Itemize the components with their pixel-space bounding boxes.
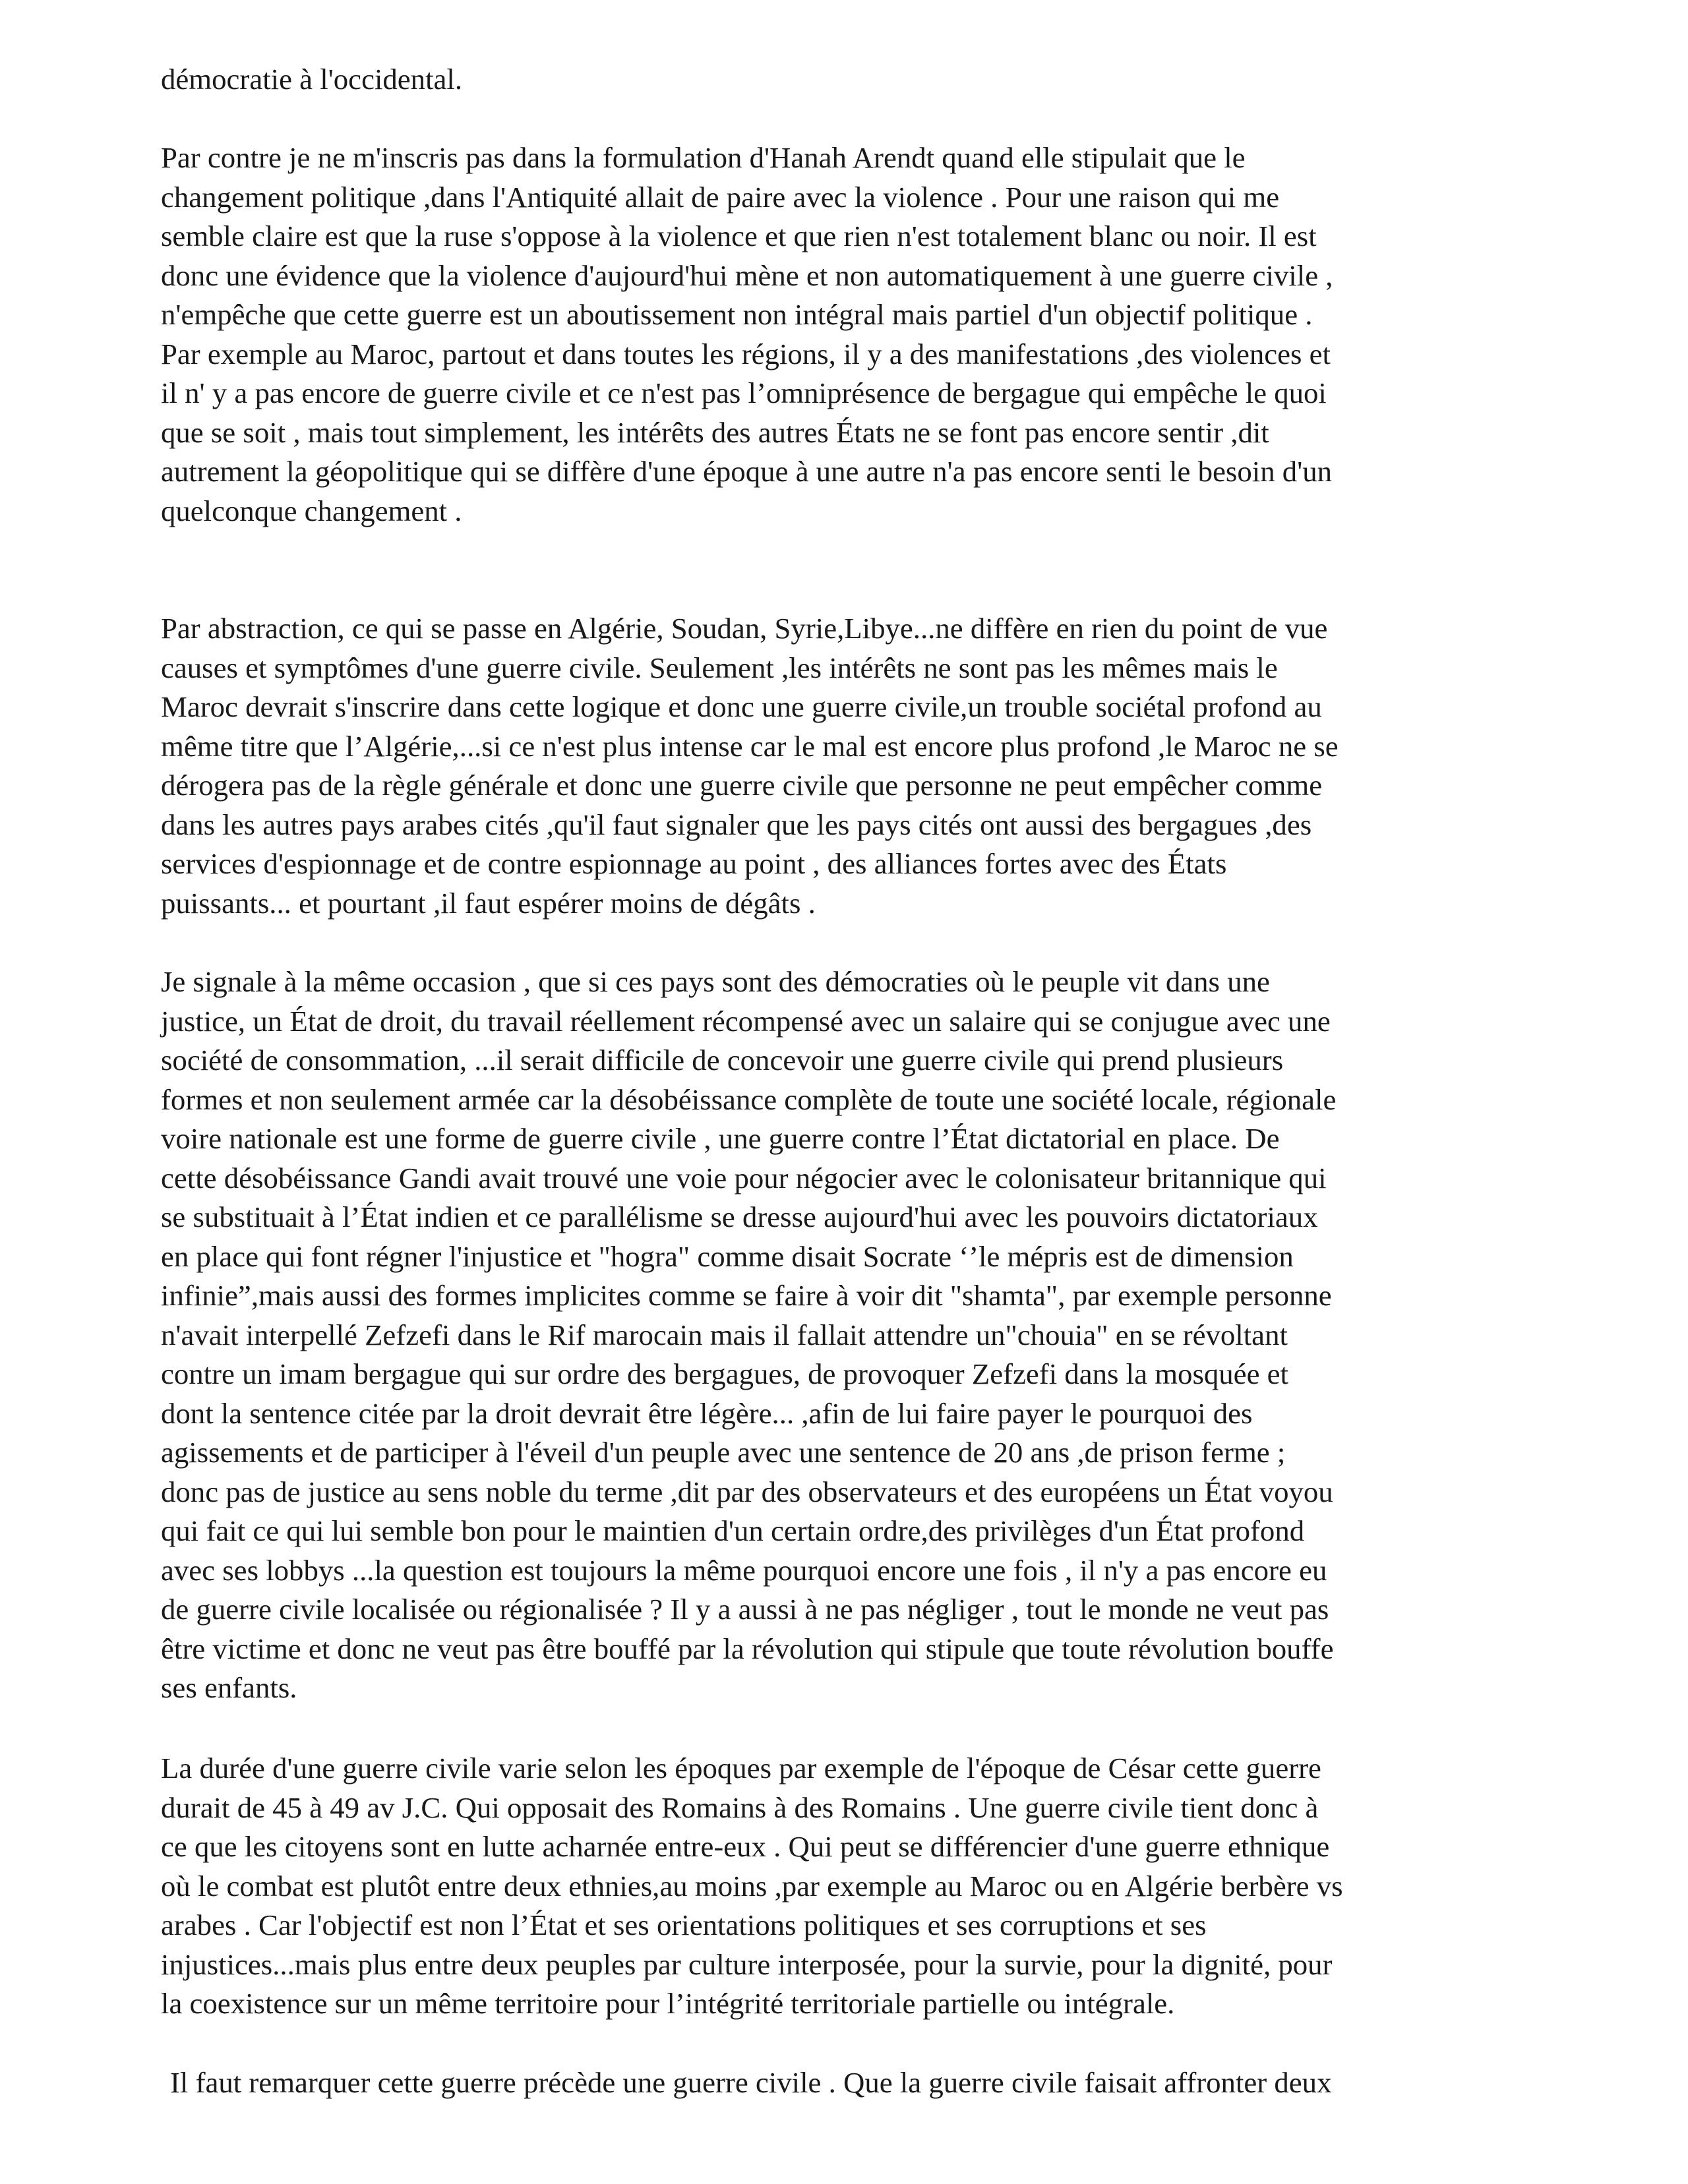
paragraph-democraties: Je signale à la même occasion , que si ces pays sont des démocraties où le peuple vit dans une justice, un État de droit, du travail réellement récompensé avec un salaire qui se conjugue avec une société de consommation, ...il serait difficile de concevoir une guerre civile qui prend plusieurs formes et non seulement armée car la désobéissance complète de toute une société locale, régionale voire nationale est une forme de guerre civile , une guerre contre l’État dictatorial en place. De cette désobéissance Gandi avait trouvé une voie pour négocier avec le colonisateur britannique qui se substituait à l’État indien et ce parallélisme se dresse aujourd'hui avec les pouvoirs dictatoriaux en place qui font régner l'injustice et "hogra" comme disait Socrate ‘’le mépris est de dimension infinie”,mais aussi des formes implicites comme se faire à voir dit "shamta", par exemple personne n'avait interpellé Zefzefi dans le Rif marocain mais il fallait attendre un"chouia" en se révoltant contre un imam bergague qui sur ordre des bergagues, de provoquer Zefzefi dans la mosquée et dont la sentence citée par la droit devrait être légère... ,afin de lui faire payer le pourquoi des agissements et de participer à l'éveil d'un peuple avec une sentence de 20 ans ,de prison ferme ; donc pas de justice au sens noble du terme ,dit par des observateurs et des européens un État voyou qui fait ce qui lui semble bon pour le maintien d'un certain ordre,des privilèges d'un État profond avec ses lobbys ...la question est toujours la même pourquoi encore une fois , il n'y a pas encore eu de guerre civile localisée ou régionalisée ? Il y a aussi à ne pas négliger , tout le monde ne veut pas être victime et donc ne veut pas être bouffé par la révolution qui stipule que toute révolution bouffe ses enfants. [161,965,1337,1704]
paragraph-continuation: démocratie à l'occidental. [161,63,463,96]
paragraph-arendt: Par contre je ne m'inscris pas dans la formulation d'Hanah Arendt quand elle stipulait que le changement politique ,dans l'Antiquité allait de paire avec la violence . Pour une raison qui me semble claire est que la ruse s'oppose à la violence et que rien n'est totalement blanc ou noir. Il est donc une évidence que la violence d'aujourd'hui mène et non automatiquement à une guerre civile , n'empêche que cette guerre est un aboutissement non intégral mais partiel d'un objectif politique . Par exemple au Maroc, partout et dans toutes les régions, il y a des manifestations ,des violences et il n' y a pas encore de guerre civile et ce n'est pas l’omniprésence de bergague qui empêche le quoi que se soit , mais tout simplement, les intérêts des autres États ne se font pas encore sentir ,dit autrement la géopolitique qui se diffère d'une époque à une autre n'a pas encore senti le besoin d'un quelconque changement . [161,141,1333,527]
paragraph-duree: La durée d'une guerre civile varie selon les époques par exemple de l'époque de César cette guerre durait de 45 à 49 av J.C. Qui opposait des Romains à des Romains . Une guerre civile tient donc à ce que les citoyens sont en lutte acharnée entre-eux . Qui peut se différencier d'une guerre ethnique où le combat est plutôt entre deux ethnies,au moins ,par exemple au Maroc ou en Algérie berbère vs arabes . Car l'objectif est non l’État et ses orientations politiques et ses corruptions et ses injustices...mais plus entre deux peuples par culture interposée, pour la survie, pour la dignité, pour la coexistence sur un même territoire pour l’intégrité territoriale partielle ou intégrale. [161,1752,1343,2020]
paragraph-final: Il faut remarquer cette guerre précède une guerre civile . Que la guerre civile faisait affronter deux [170,2066,1332,2099]
paragraph-abstraction: Par abstraction, ce qui se passe en Algérie, Soudan, Syrie,Libye...ne diffère en rien du point de vue causes et symptômes d'une guerre civile. Seulement ,les intérêts ne sont pas les mêmes mais le Maroc devrait s'inscrire dans cette logique et donc une guerre civile,un trouble sociétal profond au même titre que l’Algérie,...si ce n'est plus intense car le mal est encore plus profond ,le Maroc ne se dérogera pas de la règle générale et donc une guerre civile que personne ne peut empêcher comme dans les autres pays arabes cités ,qu'il faut signaler que les pays cités ont aussi des bergagues ,des services d'espionnage et de contre espionnage au point , des alliances fortes avec des États puissants... et pourtant ,il faut espérer moins de dégâts . [161,612,1339,920]
